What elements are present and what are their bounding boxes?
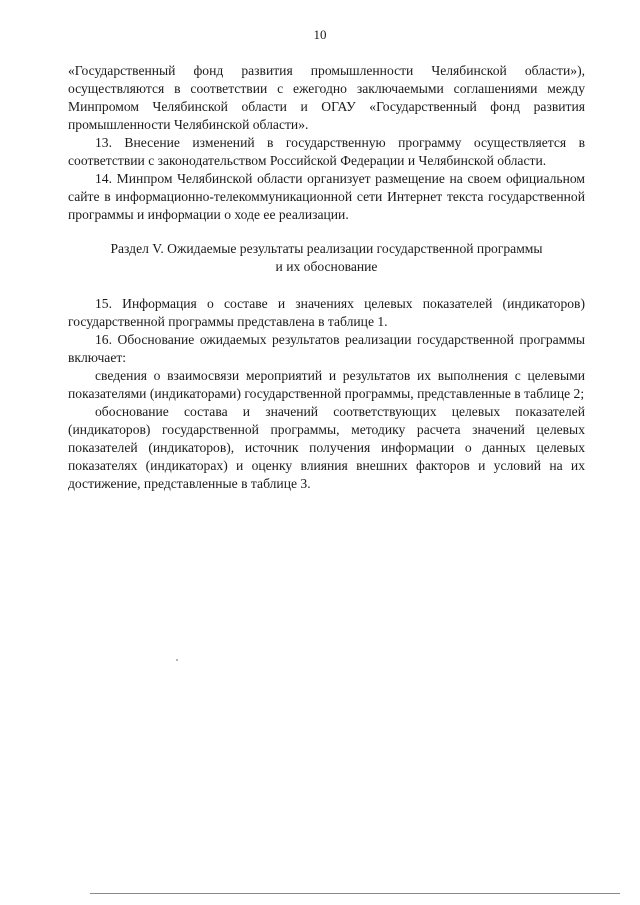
document-body	[68, 62, 585, 493]
paragraph-continuation: «Государственный фонд развития промышленности Челябинской области»), осуществляются в соответствии с ежегодно заключаемыми соглашениями между Минпромом Челябинской области и ОГАУ «Государственный фонд развития промышленности Челябинской области».	[68, 63, 585, 132]
section-heading: Раздел V. Ожидаемые результаты реализации государственной программы и их обоснование	[110, 241, 543, 274]
paragraph-14: 14. Минпром Челябинской области организует размещение на своем официальном сайте в информационно-телекоммуникационной сети Интернет текста государственной программы и информации о ходе ее реализации.	[68, 171, 585, 222]
paragraph-16-item-1: сведения о взаимосвязи мероприятий и результатов их выполнения с целевыми показателями (индикаторами) государственной программы, представленные в таблице 2;	[68, 368, 585, 401]
scan-edge-line	[90, 893, 620, 894]
paragraph-16: 16. Обоснование ожидаемых результатов реализации государственной программы включает:	[68, 332, 585, 365]
paragraph-13: 13. Внесение изменений в государственную программу осуществляется в соответствии с законодательством Российской Федерации и Челябинской области.	[68, 135, 585, 168]
page-number: 10	[313, 27, 327, 42]
paragraph-15: 15. Информация о составе и значениях целевых показателей (индикаторов) государственной программы представлена в таблице 1.	[68, 296, 585, 329]
scan-speck	[176, 659, 178, 661]
paragraph-16-item-2: обоснование состава и значений соответствующих целевых показателей (индикаторов) государственной программы, методику расчета значений целевых показателей (индикаторов), источник получения информации о данных целевых показателях (индикаторах) и оценку влияния внешних факторов и условий на их достижение, представленные в таблице 3.	[68, 404, 585, 491]
